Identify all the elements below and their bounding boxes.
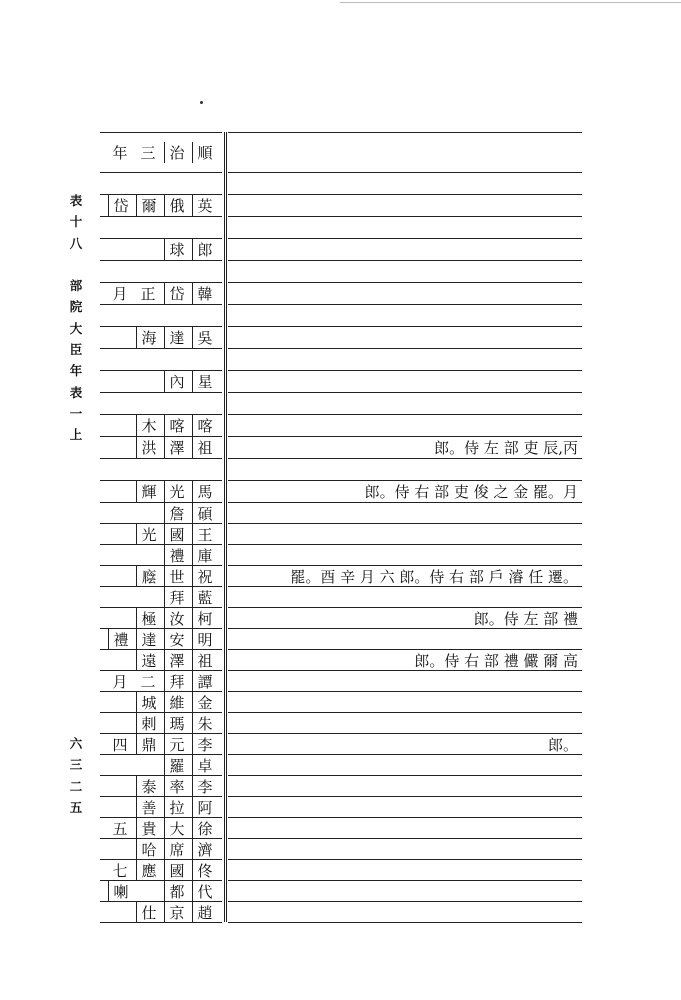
name-char: 佟 [192,860,217,881]
name-char: 順 [192,142,217,163]
name-char: 瑪 [164,713,189,734]
appointment-note: 郎。侍 右 部 禮 儼 爾 高 [414,652,578,670]
name-char: 極 [136,608,161,629]
side-char [66,254,86,275]
name-char: 岱 [164,283,189,304]
name-char: 禮 [164,545,189,566]
row-rule [228,880,582,881]
side-char: 二 [69,778,83,794]
appointment-note: 郎。侍 右 部 吏 俊 之 金 罷。月 [364,483,578,501]
appointment-note: 郎。侍 左 部 吏 辰,丙 [434,439,578,457]
table-row [106,818,220,840]
name-char: 治 [164,142,189,163]
table-row [106,671,220,693]
row-rule [228,304,582,305]
table-row [106,713,220,735]
name-char: 哈 [136,839,161,860]
name-char: 洪 [136,437,161,458]
table-top-rule [100,132,222,133]
side-char: 部 [69,278,83,294]
name-char: 藍 [192,587,217,608]
row-rule [228,901,582,902]
row-rule [228,282,582,283]
table-row [106,415,220,437]
row-rule [228,775,582,776]
table-row [106,902,220,924]
name-char: 月 [112,285,128,303]
name-char: 廕 [136,566,161,587]
name-char: 達 [136,629,161,650]
table-row [106,629,220,651]
name-char: 國 [164,860,189,881]
row-rule [228,691,582,692]
table-top-rule [228,132,582,133]
table-row [106,283,220,305]
table-row [106,142,220,164]
name-char: 三 [140,144,156,162]
side-char: 表 [69,384,83,400]
name-char: 球 [164,239,189,260]
row-rule [228,392,582,393]
table-row [106,734,220,756]
row-rule [228,414,582,415]
name-char: 趙 [192,902,217,923]
row-rule [228,260,582,261]
name-char: 大 [164,818,189,839]
name-char: 率 [164,776,189,797]
name-char: 二 [140,673,156,691]
row-rule [228,216,582,217]
side-char: 五 [69,799,83,815]
row-rule [228,458,582,459]
name-char: 英 [192,195,217,216]
top-rule [340,2,681,3]
name-char: 五 [112,820,128,838]
name-char: 禮 [108,629,133,650]
name-char: 城 [136,692,161,713]
name-char: 正 [140,285,156,303]
row-rule [228,194,582,195]
name-char: 吳 [192,327,217,348]
name-char: 祖 [192,650,217,671]
side-title [66,190,86,446]
row-rule [228,796,582,797]
row-rule [228,838,582,839]
name-char: 都 [164,881,189,902]
name-char: 譚 [192,671,217,692]
name-char: 李 [192,734,217,755]
name-char: 貴 [136,818,161,839]
row-rule [228,326,582,327]
name-char: 泰 [136,776,161,797]
name-char: 喀 [192,415,217,436]
side-char: 上 [69,427,83,443]
name-char: 卓 [192,755,217,776]
name-char: 明 [192,629,217,650]
name-char: 達 [164,327,189,348]
row-rule [100,172,222,173]
side-char: 表 [69,193,83,208]
name-char: 俄 [164,195,189,216]
page-number [66,733,86,818]
row-rule [228,523,582,524]
row-rule [228,733,582,734]
row-rule [228,712,582,713]
name-char: 羅 [164,755,189,776]
side-char: 六 [69,736,83,751]
name-char: 喇 [108,881,133,902]
table-row [106,371,220,393]
name-char: 鼎 [136,734,161,755]
appointment-note: 郎。侍 左 部 禮 [473,610,578,628]
table-row [106,776,220,798]
name-char: 代 [192,881,217,902]
row-rule [228,754,582,755]
name-char: 爾 [136,195,161,216]
name-char: 星 [192,371,217,392]
row-rule [228,859,582,860]
table-row [106,797,220,819]
name-char: 金 [192,692,217,713]
row-rule [228,544,582,545]
name-char: 庫 [192,545,217,566]
side-char: 八 [69,235,83,251]
table-row [106,608,220,630]
column-divider [226,132,227,922]
row-rule [228,817,582,818]
name-char: 祝 [192,566,217,587]
name-char: 馬 [192,481,217,502]
name-char: 善 [136,797,161,818]
name-char: 月 [112,673,128,691]
name-char: 維 [164,692,189,713]
name-char: 木 [136,415,161,436]
name-char: 光 [136,524,161,545]
name-char: 京 [164,902,189,923]
side-char: 年 [69,363,83,379]
name-char: 韓 [192,283,217,304]
name-char: 席 [164,839,189,860]
name-char: 應 [136,860,161,881]
row-rule [228,370,582,371]
name-char: 阿 [192,797,217,818]
table-row [106,195,220,217]
name-char: 七 [112,862,128,880]
row-rule [228,348,582,349]
name-char: 拜 [164,587,189,608]
row-rule [228,922,582,923]
side-char: 三 [69,757,83,773]
name-char: 安 [164,629,189,650]
table-row [106,503,220,525]
table-row [106,481,220,503]
side-char: 一 [69,405,83,421]
table-row [106,239,220,261]
table-row [106,566,220,588]
name-char: 濟 [192,839,217,860]
name-char: 岱 [108,195,133,216]
name-char: 柯 [192,608,217,629]
table-row [106,524,220,546]
name-char: 朱 [192,713,217,734]
name-char: 拜 [164,671,189,692]
name-char: 海 [136,327,161,348]
name-char: 澤 [164,437,189,458]
ink-dot [200,101,203,104]
name-char: 李 [192,776,217,797]
side-char: 臣 [69,342,83,358]
name-char: 年 [112,144,128,162]
name-char: 拉 [164,797,189,818]
name-char: 汝 [164,608,189,629]
name-char: 徐 [192,818,217,839]
appointment-note: 郎。 [547,736,578,754]
name-char: 仕 [136,902,161,923]
side-char: 院 [69,299,83,315]
name-char: 剌 [136,713,161,734]
table-row [106,437,220,459]
table-row [106,692,220,714]
name-char: 王 [192,524,217,545]
row-rule [228,172,582,173]
row-rule [228,238,582,239]
name-char: 遠 [136,650,161,671]
name-char: 澤 [164,650,189,671]
table-row [106,839,220,861]
table-row [106,755,220,777]
table-row [106,327,220,349]
table-row [106,545,220,567]
table-row [106,587,220,609]
table-row [106,860,220,882]
table-row [106,881,220,903]
column-divider [224,132,225,922]
name-char: 詹 [164,503,189,524]
name-char: 喀 [164,415,189,436]
name-char: 世 [164,566,189,587]
name-char: 四 [112,736,128,754]
side-char: 十 [69,214,83,230]
name-char: 內 [164,371,189,392]
name-char: 國 [164,524,189,545]
name-char: 碩 [192,503,217,524]
name-char: 光 [164,481,189,502]
row-rule [228,502,582,503]
side-char: 大 [69,320,83,336]
name-char: 祖 [192,437,217,458]
name-char: 郎 [192,239,217,260]
appointment-note: 罷。酉 辛 月 六 郎。侍 右 部 戶 濬 任 遷。 [290,568,578,586]
name-char: 元 [164,734,189,755]
table-row [106,650,220,672]
name-char: 輝 [136,481,161,502]
